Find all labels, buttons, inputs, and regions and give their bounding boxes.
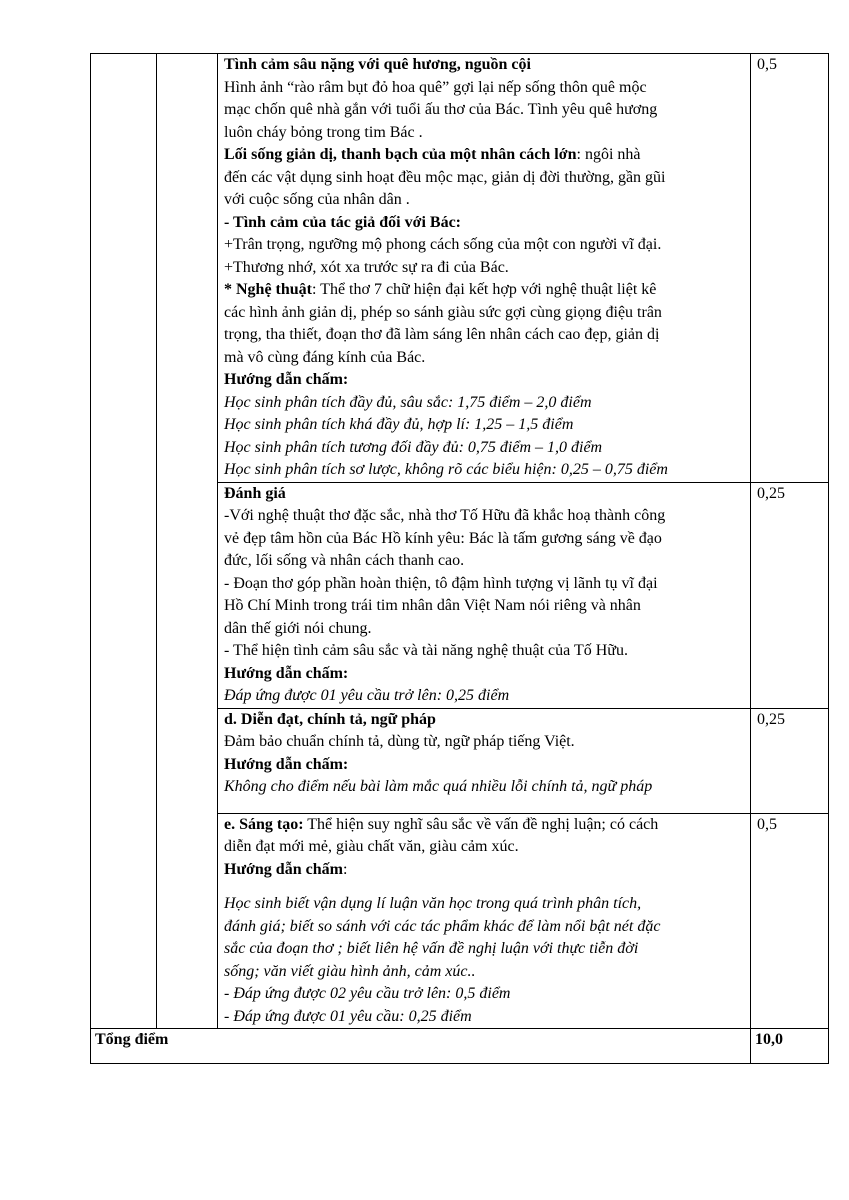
score-cell <box>751 54 829 483</box>
text-line: trọng, tha thiết, đoạn thơ đã làm sáng lên nhân cách cao đẹp, giản dị <box>224 326 660 343</box>
text-line: mạc chốn quê nhà gắn với tuổi ấu thơ của Bác. Tình yêu quê hương <box>224 101 658 118</box>
guide-line: sống; văn viết giàu hình ảnh, cảm xúc.. <box>224 962 476 980</box>
total-label: Tổng điểm <box>95 1031 169 1048</box>
guide-line: đánh giá; biết so sánh với các tác phẩm khác để làm nổi bật nét đặc <box>224 917 661 935</box>
empty-cell-col1 <box>91 54 157 1029</box>
section-heading: - Tình cảm của tác giả đối với Bác: <box>224 213 462 231</box>
criteria-cell <box>218 482 751 708</box>
score-cell <box>751 813 829 1029</box>
criteria-cell <box>218 54 751 483</box>
text-line: - Thể hiện tình cảm sâu sắc và tài năng nghệ thuật của Tố Hữu. <box>224 642 628 659</box>
text-line: : Thể thơ 7 chữ hiện đại kết hợp với nghệ thuật liệt kê <box>312 281 657 298</box>
text-line: : ngôi nhà <box>576 146 641 163</box>
total-score-cell <box>751 1029 829 1064</box>
text-line: +Trân trọng, ngưỡng mộ phong cách sống của một con người vĩ đại. <box>224 236 662 253</box>
score-value: 0,25 <box>757 710 785 728</box>
text-line: Thể hiện suy nghĩ sâu sắc về vấn đề nghị luận; có cách <box>303 815 659 833</box>
section-heading: Đánh giá <box>224 484 286 502</box>
guide-line: sắc của đoạn thơ ; biết liên hệ vấn đề nghị luận với thực tiễn đời <box>224 940 639 957</box>
text-line: : <box>342 860 348 878</box>
score-value: 0,25 <box>757 484 785 502</box>
section-heading: Lối sống giản dị, thanh bạch của một nhân cách lớn <box>224 146 577 163</box>
text-line: các hình ảnh giản dị, phép so sánh giàu sức gợi cùng giọng điệu trân <box>224 303 662 321</box>
text-line: diễn đạt mới mẻ, giàu chất văn, giàu cảm xúc. <box>224 838 519 855</box>
text-line: Hồ Chí Minh trong trái tim nhân dân Việt Nam nói riêng và nhân <box>224 597 641 614</box>
guide-line: Học sinh biết vận dụng lí luận văn học trong quá trình phân tích, <box>224 895 642 912</box>
score-cell <box>751 482 829 708</box>
text-line: mà vô cùng đáng kính của Bác. <box>224 348 426 366</box>
guide-heading: Hướng dẫn chấm: <box>224 755 349 773</box>
criteria-cell <box>218 708 751 813</box>
text-line: đức, lối sống và nhân cách thanh cao. <box>224 552 465 569</box>
table-row <box>91 54 829 483</box>
text-line: luôn cháy bỏng trong tim Bác . <box>224 123 423 141</box>
guide-line: - Đáp ứng được 01 yêu cầu: 0,25 điểm <box>224 1007 472 1025</box>
score-cell <box>751 708 829 813</box>
score-value: 0,5 <box>757 815 777 833</box>
text-line: Đảm bảo chuẩn chính tả, dùng từ, ngữ pháp tiếng Việt. <box>224 733 575 750</box>
text-line: +Thương nhớ, xót xa trước sự ra đi của Bác. <box>224 258 509 276</box>
score-value: 0,5 <box>757 56 777 73</box>
guide-heading: Hướng dẫn chấm: <box>224 371 349 388</box>
guide-line: Học sinh phân tích khá đầy đủ, hợp lí: 1,25 – 1,5 điểm <box>224 416 574 433</box>
guide-line: Học sinh phân tích sơ lược, không rõ các biểu hiện: 0,25 – 0,75 điểm <box>224 461 668 478</box>
guide-line: Học sinh phân tích tương đối đầy đủ: 0,75 điểm – 1,0 điểm <box>224 438 603 456</box>
section-heading: Tình cảm sâu nặng với quê hương, nguồn cội <box>224 56 531 73</box>
section-heading: d. Diễn đạt, chính tả, ngữ pháp <box>224 710 436 728</box>
text-line: -Với nghệ thuật thơ đặc sắc, nhà thơ Tố Hữu đã khắc hoạ thành công <box>224 507 666 524</box>
total-label-cell <box>91 1029 751 1064</box>
text-line: đến các vật dụng sinh hoạt đều mộc mạc, giản dị đời thường, gần gũi <box>224 168 666 186</box>
guide-line: Học sinh phân tích đầy đủ, sâu sắc: 1,75 điểm – 2,0 điểm <box>224 393 592 411</box>
total-score: 10,0 <box>755 1031 783 1048</box>
text-line: Hình ảnh “rào râm bụt đỏ hoa quê” gợi lại nếp sống thôn quê mộc <box>224 78 647 96</box>
guide-heading: Hướng dẫn chấm: <box>224 664 349 682</box>
guide-line: - Đáp ứng được 02 yêu cầu trở lên: 0,5 điểm <box>224 985 511 1002</box>
text-line: - Đoạn thơ góp phần hoàn thiện, tô đậm hình tượng vị lãnh tụ vĩ đại <box>224 574 658 592</box>
guide-heading: Hướng dẫn chấm <box>224 860 343 878</box>
section-heading: e. Sáng tạo: <box>224 815 304 833</box>
text-line: vẻ đẹp tâm hồn của Bác Hồ kính yêu: Bác là tấm gương sáng về đạo <box>224 529 662 547</box>
section-heading: * Nghệ thuật <box>224 281 313 298</box>
empty-cell-col2 <box>157 54 218 1029</box>
text-line: với cuộc sống của nhân dân . <box>224 191 410 208</box>
grading-table <box>90 53 829 1064</box>
criteria-cell <box>218 813 751 1029</box>
total-row <box>91 1029 829 1064</box>
guide-line: Không cho điểm nếu bài làm mắc quá nhiều lỗi chính tả, ngữ pháp <box>224 778 653 795</box>
guide-line: Đáp ứng được 01 yêu cầu trở lên: 0,25 điểm <box>224 687 510 704</box>
text-line: dân thế giới nói chung. <box>224 619 372 637</box>
